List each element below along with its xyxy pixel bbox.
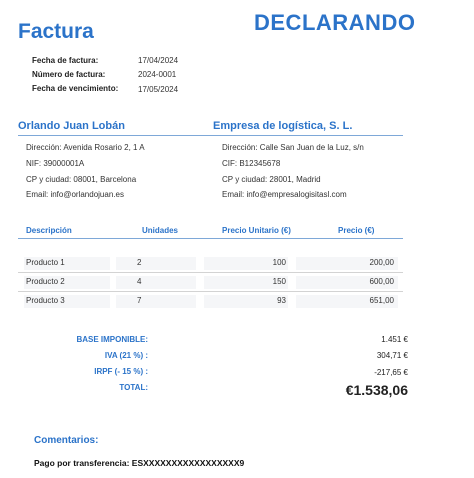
invoice-date-label: Fecha de factura: [32, 56, 99, 65]
client-city: CP y ciudad: 28001, Madrid [222, 175, 321, 184]
row-1-unit-price: 100 [272, 258, 286, 267]
row-3-units: 7 [137, 296, 142, 305]
logo-text-prefix: DECLARAN [254, 10, 382, 35]
row-2-units: 4 [137, 277, 142, 286]
row-2-description: Producto 2 [26, 277, 65, 286]
issuer-nif: NIF: 39000001A [26, 159, 85, 168]
iva-value: 304,71 € [376, 351, 408, 360]
col-header-description: Descripción [26, 226, 72, 235]
row-divider [18, 291, 403, 292]
col-header-price: Precio (€) [338, 226, 375, 235]
irpf-value: -217,65 € [374, 368, 408, 377]
table-header-divider [18, 238, 403, 239]
due-date-value: 17/05/2024 [138, 85, 179, 94]
col-header-units: Unidades [142, 226, 179, 235]
invoice-date-value: 17/04/2024 [138, 56, 179, 65]
total-label: TOTAL: [119, 383, 148, 392]
cell-background [116, 276, 196, 289]
col-header-unit-price: Precio Unitario (€) [222, 226, 291, 235]
issuer-email: Email: info@orlandojuan.es [26, 190, 124, 199]
invoice-number-value: 2024-0001 [138, 70, 177, 79]
base-imponible-value: 1.451 € [381, 335, 408, 344]
client-address: Dirección: Calle San Juan de la Luz, s/n [222, 143, 364, 152]
row-2-unit-price: 150 [272, 277, 286, 286]
cell-background [116, 295, 196, 308]
client-email: Email: info@empresalogisitasl.com [222, 190, 347, 199]
row-2-price: 600,00 [369, 277, 394, 286]
logo-text-suffix: DO [381, 10, 416, 35]
invoice-title: Factura [18, 20, 94, 43]
row-divider [18, 272, 403, 273]
row-1-units: 2 [137, 258, 142, 267]
issuer-name: Orlando Juan Lobán [18, 120, 125, 132]
invoice-number-label: Número de factura: [32, 70, 106, 79]
parties-divider [18, 135, 403, 136]
issuer-city: CP y ciudad: 08001, Barcelona [26, 175, 137, 184]
client-name: Empresa de logística, S. L. [213, 120, 353, 132]
total-value: €1.538,06 [345, 382, 408, 398]
cell-background [116, 257, 196, 270]
row-3-description: Producto 3 [26, 296, 65, 305]
due-date-label: Fecha de vencimiento: [32, 84, 119, 93]
row-3-price: 651,00 [369, 296, 394, 305]
iva-label: IVA (21 %) : [104, 351, 148, 360]
comments-label: Comentarios: [34, 435, 99, 446]
row-1-description: Producto 1 [26, 258, 65, 267]
declarando-logo [254, 10, 415, 36]
payment-method: Pago por transferencia: ESXXXXXXXXXXXXXXXXX9 [34, 458, 245, 468]
irpf-label: IRPF (- 15 %) : [94, 367, 148, 376]
row-1-price: 200,00 [369, 258, 394, 267]
client-cif: CIF: B12345678 [222, 159, 281, 168]
issuer-address: Dirección: Avenida Rosario 2, 1 A [26, 143, 145, 152]
row-3-unit-price: 93 [277, 296, 286, 305]
base-imponible-label: BASE IMPONIBLE: [76, 335, 148, 344]
